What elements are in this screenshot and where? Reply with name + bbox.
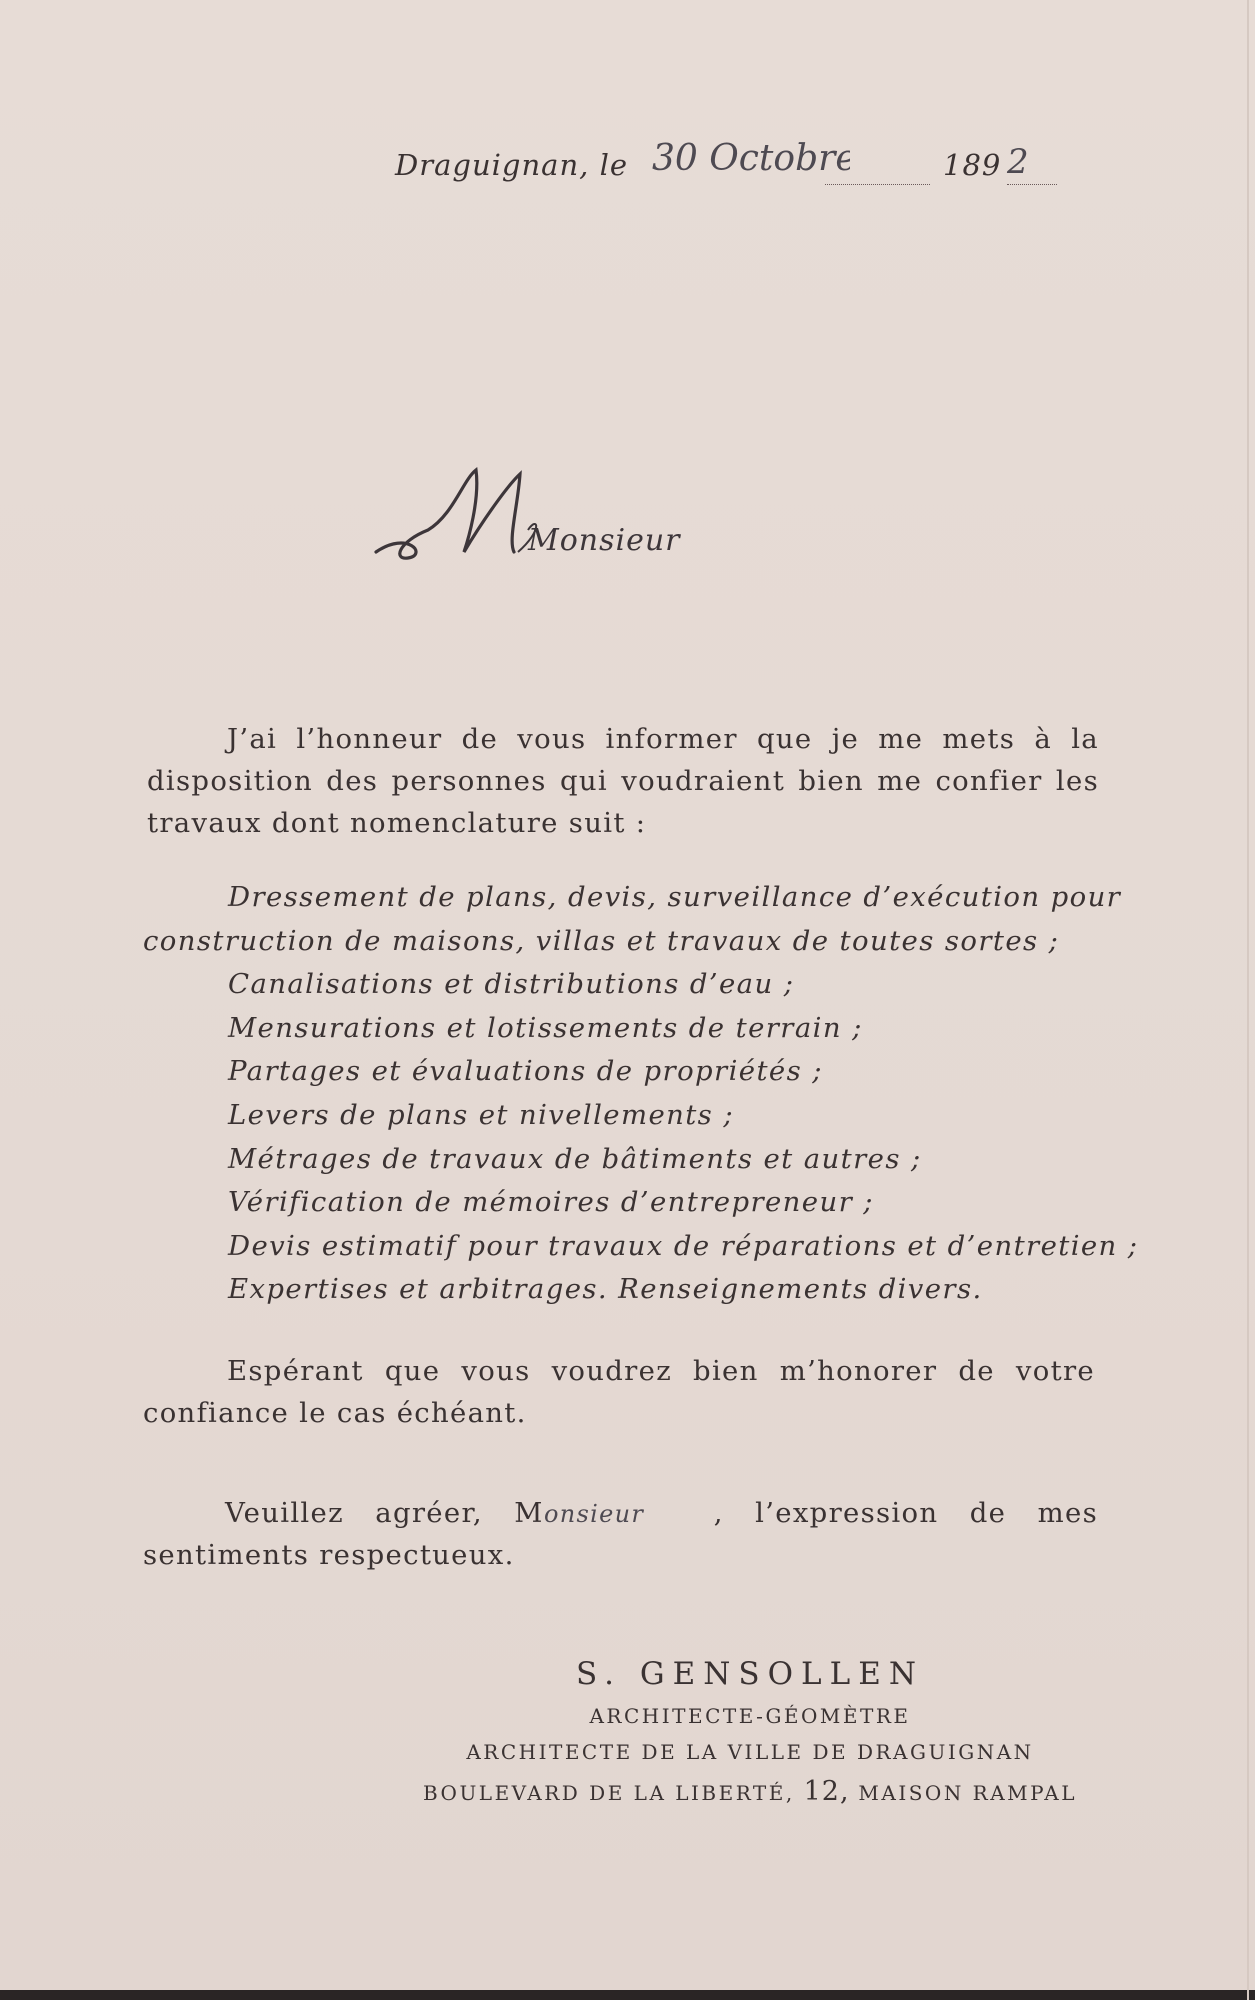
address-start: BOULEVARD DE LA LIBERTÉ,: [422, 1781, 795, 1805]
date-dotted-line: [825, 184, 930, 185]
handwritten-monsieur-script: [544, 1500, 714, 1530]
service-item: Devis estimatif pour travaux de réparations et d’entretien ;: [228, 1229, 1139, 1262]
dateline: [395, 136, 1060, 196]
handwritten-date-text: 30 Octobre: [652, 138, 850, 179]
service-item: Expertises et arbitrages. Renseignements divers.: [228, 1273, 983, 1306]
closing-paragraph-1: [143, 1350, 1095, 1434]
signature-name: S. GENSOLLEN: [576, 1656, 924, 1692]
service-item: Vérification de mémoires d’entrepreneur ;: [228, 1186, 874, 1219]
salutation-text: Monsieur: [528, 523, 681, 558]
signature-title: ARCHITECTE-GÉOMÈTRE: [589, 1704, 911, 1728]
service-item: Levers de plans et nivellements ;: [228, 1098, 735, 1131]
salutation-script: [368, 460, 708, 570]
address-number: 12,: [803, 1776, 850, 1807]
closing-2-end: , l’expression de mes sentiments respectueux.: [143, 1497, 1098, 1571]
service-item: Mensurations et lotissements de terrain ;: [228, 1011, 863, 1044]
service-item: Canalisations et distributions d’eau ;: [228, 968, 795, 1001]
signature-role: ARCHITECTE DE LA VILLE DE DRAGUIGNAN: [466, 1740, 1034, 1764]
signature-block: [370, 1656, 1130, 1807]
handwritten-date: [650, 132, 850, 188]
handwritten-monsieur: [544, 1500, 714, 1530]
handwritten-date-script: [650, 132, 850, 188]
signature-address: [370, 1776, 1130, 1807]
year-printed: 189: [943, 148, 1002, 182]
services-list: [143, 876, 1139, 1312]
salutation: [368, 460, 708, 570]
service-item: construction de maisons, villas et travaux de toutes sortes ;: [143, 924, 1060, 957]
intro-text: J’ai l’honneur de vous informer que je me mets à la disposition des personnes qui voudraient bien me confier les travaux dont nomenclature suit :: [147, 723, 1099, 839]
page-bottom-edge: [0, 1990, 1255, 2000]
closing-2-start: Veuillez agréer, M: [225, 1497, 544, 1529]
service-item: Dressement de plans, devis, surveillance d’exécution pour: [228, 881, 1122, 913]
place-date-label: Draguignan, le: [395, 148, 629, 182]
handwritten-monsieur-text: onsieur: [543, 1499, 644, 1528]
intro-paragraph: [147, 718, 1099, 844]
closing-paragraph-2: [143, 1492, 1098, 1576]
service-item: Métrages de travaux de bâtiments et autres ;: [228, 1142, 922, 1175]
year-dotted-line: [1007, 184, 1057, 185]
year-handwritten: 2: [1007, 142, 1029, 182]
closing-1-text: Espérant que vous voudrez bien m’honorer de votre confiance le cas échéant.: [143, 1355, 1095, 1429]
service-item: Partages et évaluations de propriétés ;: [228, 1055, 823, 1088]
address-end: MAISON RAMPAL: [858, 1781, 1078, 1805]
